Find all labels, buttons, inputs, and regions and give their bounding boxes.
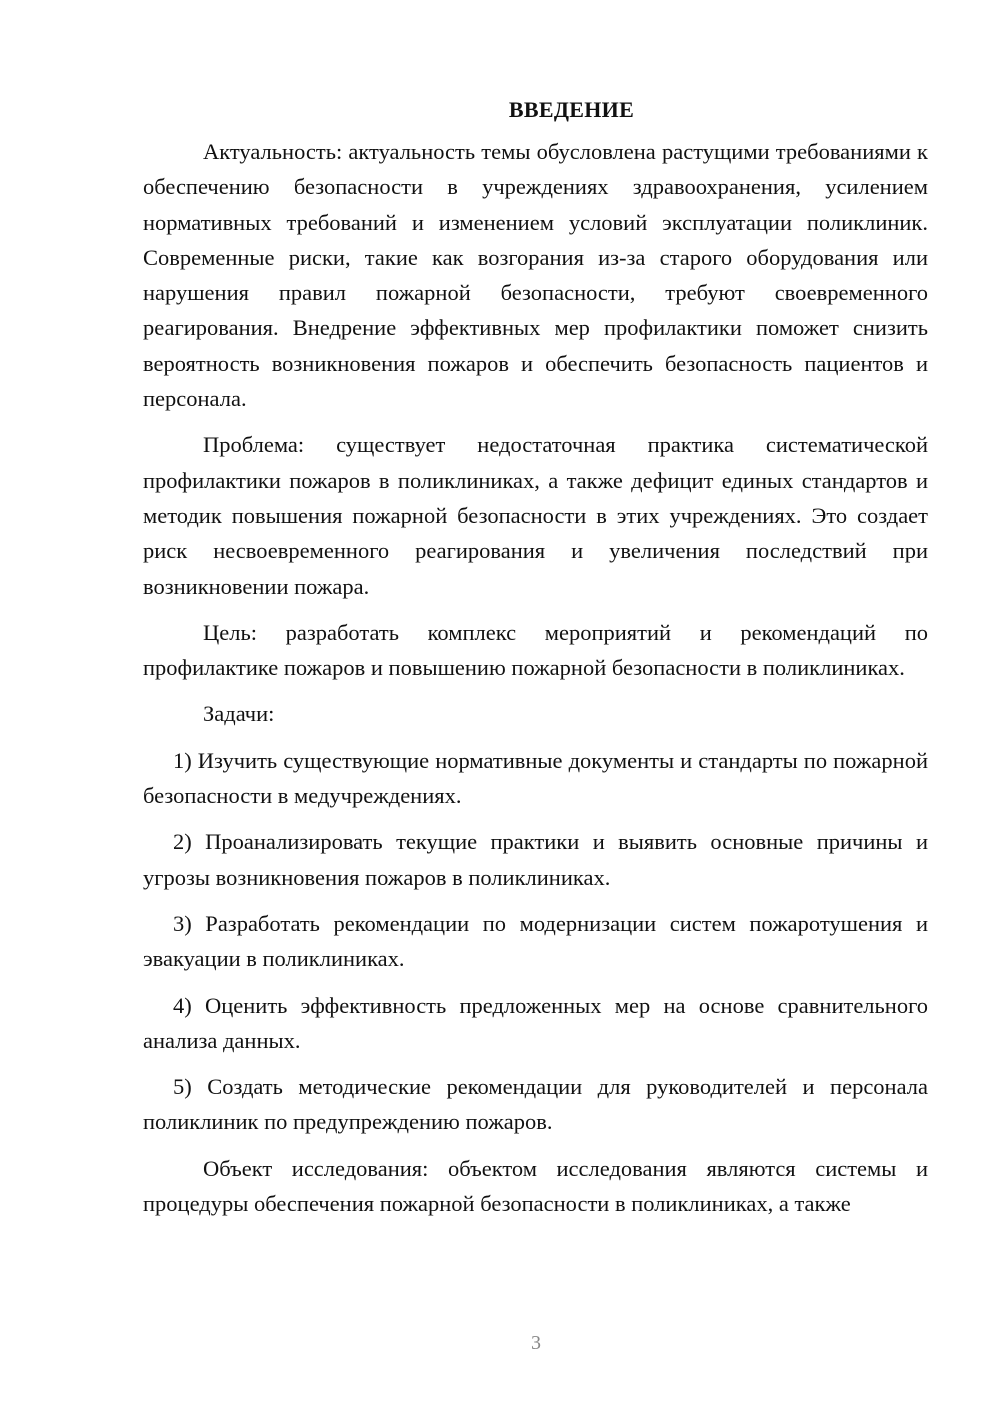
section-heading: ВВЕДЕНИЕ (508, 97, 635, 122)
task-item-5: 5) Создать методические рекомендации для руководителей и персонала поликлиник по предупреждению пожаров. (143, 1074, 928, 1135)
paragraph-tasks-title: Задачи: (203, 701, 275, 727)
paragraph-relevance: Актуальность: актуальность темы обусловлена растущими требованиями к обеспечению безопасности в учреждениях здравоохранения, усилением нормативных требований и изменением условий эксплуатации поликлиник. Современные риски, такие как возгорания из-за старого оборудования или нарушения правил пожарной безопасности, требуют своевременного реагирования. Внедрение эффективных мер профилактики поможет снизить вероятность возникновения пожаров и обеспечить безопасность пациентов и персонала. (143, 139, 928, 412)
task-item-1: 1) Изучить существующие нормативные документы и стандарты по пожарной безопасности в медучреждениях. (143, 747, 928, 809)
task-item-2: 2) Проанализировать текущие практики и выявить основные причины и угрозы возникновения пожаров в поликлиниках. (143, 829, 928, 890)
paragraph-goal: Цель: разработать комплекс мероприятий и рекомендаций по профилактике пожаров и повышению пожарной безопасности в поликлиниках. (143, 619, 928, 681)
task-item-4: 4) Оценить эффективность предложенных мер на основе сравнительного анализа данных. (143, 992, 928, 1053)
task-item-3: 3) Разработать рекомендации по модернизации систем пожаротушения и эвакуации в поликлиниках. (143, 910, 928, 972)
page-number: 3 (531, 1332, 541, 1354)
paragraph-object: Объект исследования: объектом исследования являются системы и процедуры обеспечения пожарной безопасности в поликлиниках, а также (143, 1155, 928, 1217)
document-page (143, 92, 928, 1221)
paragraph-problem: Проблема: существует недостаточная практика систематической профилактики пожаров в поликлиниках, а также дефицит единых стандартов и методик повышения пожарной безопасности в этих учреждениях. Это создает риск несвоевременного реагирования и увеличения последствий при возникновении пожара. (143, 432, 928, 599)
